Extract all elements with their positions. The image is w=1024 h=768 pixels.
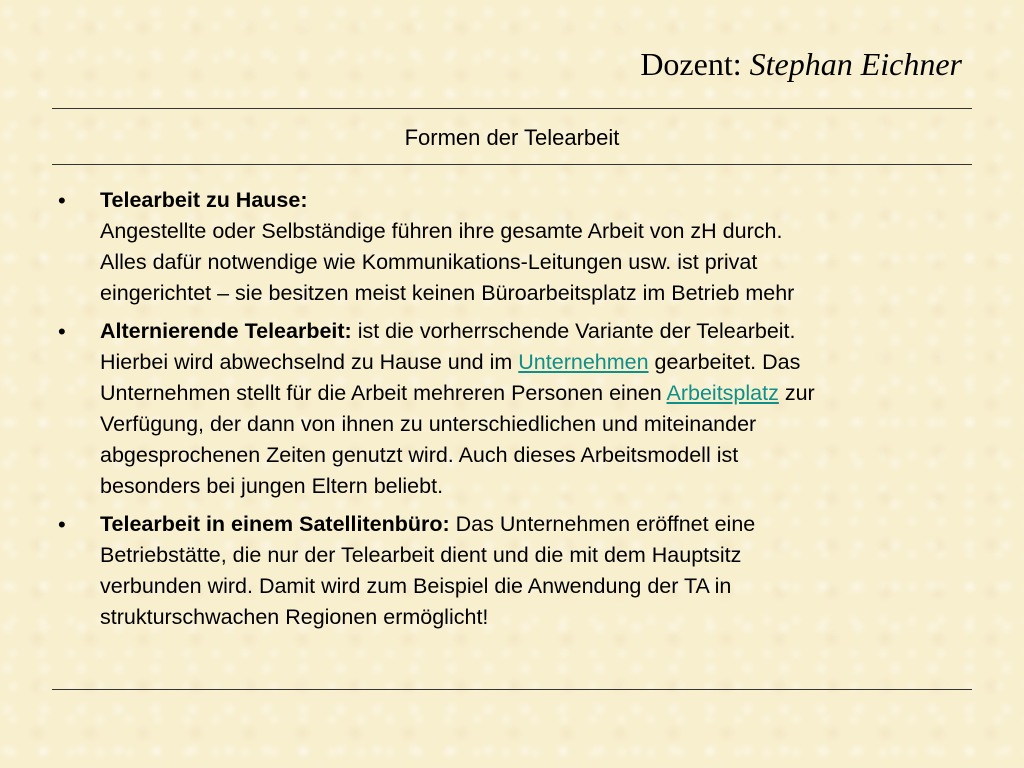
bullet-fragment: verbunden wird. Damit wird zum Beispiel die Anwendung der TA in (100, 574, 732, 598)
title-divider (52, 164, 972, 165)
bullet-marker: • (58, 319, 66, 344)
top-divider (52, 108, 972, 109)
bullet-line: Alles dafür notwendige wie Kommunikations-Leitungen usw. ist privat (100, 250, 758, 274)
bullet-fragment: Verfügung, der dann von ihnen zu unterschiedlichen und miteinander (100, 412, 757, 436)
bullet-fragment: zur (784, 381, 815, 405)
arbeitsplatz-link[interactable]: Arbeitsplatz (666, 381, 779, 405)
bullet-text (100, 185, 968, 309)
bullet-fragment: Hierbei wird abwechselnd zu Hause und im (100, 350, 513, 374)
bullet-line: Angestellte oder Selbständige führen ihre gesamte Arbeit von zH durch. (100, 219, 783, 243)
bullet-fragment: Unternehmen stellt für die Arbeit mehreren Personen einen (100, 381, 662, 405)
bottom-divider (52, 689, 972, 690)
bullet-item-alternating (58, 316, 968, 502)
bullet-text (100, 509, 968, 633)
bullet-fragment: strukturschwachen Regionen ermöglicht! (100, 605, 489, 629)
bullet-term: Alternierende Telearbeit: (100, 319, 352, 343)
author-name: Stephan Eichner (749, 46, 962, 82)
bullet-fragment: Betriebstätte, die nur der Telearbeit dient und die mit dem Hauptsitz (100, 543, 742, 567)
bullet-text (100, 316, 968, 502)
unternehmen-link[interactable]: Unternehmen (518, 350, 649, 374)
bullet-fragment: Das Unternehmen eröffnet eine (455, 512, 756, 536)
bullet-fragment: abgesprochenen Zeiten genutzt wird. Auch dieses Arbeitsmodell ist (100, 443, 739, 467)
bullet-marker: • (58, 188, 66, 213)
bullet-fragment: gearbeitet. Das (654, 350, 801, 374)
author-line (640, 44, 962, 84)
bullet-marker: • (58, 512, 66, 537)
bullet-line: eingerichtet – sie besitzen meist keinen Büroarbeitsplatz im Betrieb mehr (100, 281, 795, 305)
bullet-fragment: ist die vorherrschende Variante der Telearbeit. (357, 319, 796, 343)
slide-title: Formen der Telearbeit (404, 125, 620, 150)
bullet-item-home-office (58, 185, 968, 309)
bullet-list (58, 185, 968, 640)
bullet-term: Telearbeit in einem Satellitenbüro: (100, 512, 450, 536)
author-prefix: Dozent: (640, 46, 742, 82)
bullet-item-satellite-office (58, 509, 968, 633)
bullet-fragment: besonders bei jungen Eltern beliebt. (100, 474, 444, 498)
bullet-term: Telearbeit zu Hause: (100, 188, 308, 212)
